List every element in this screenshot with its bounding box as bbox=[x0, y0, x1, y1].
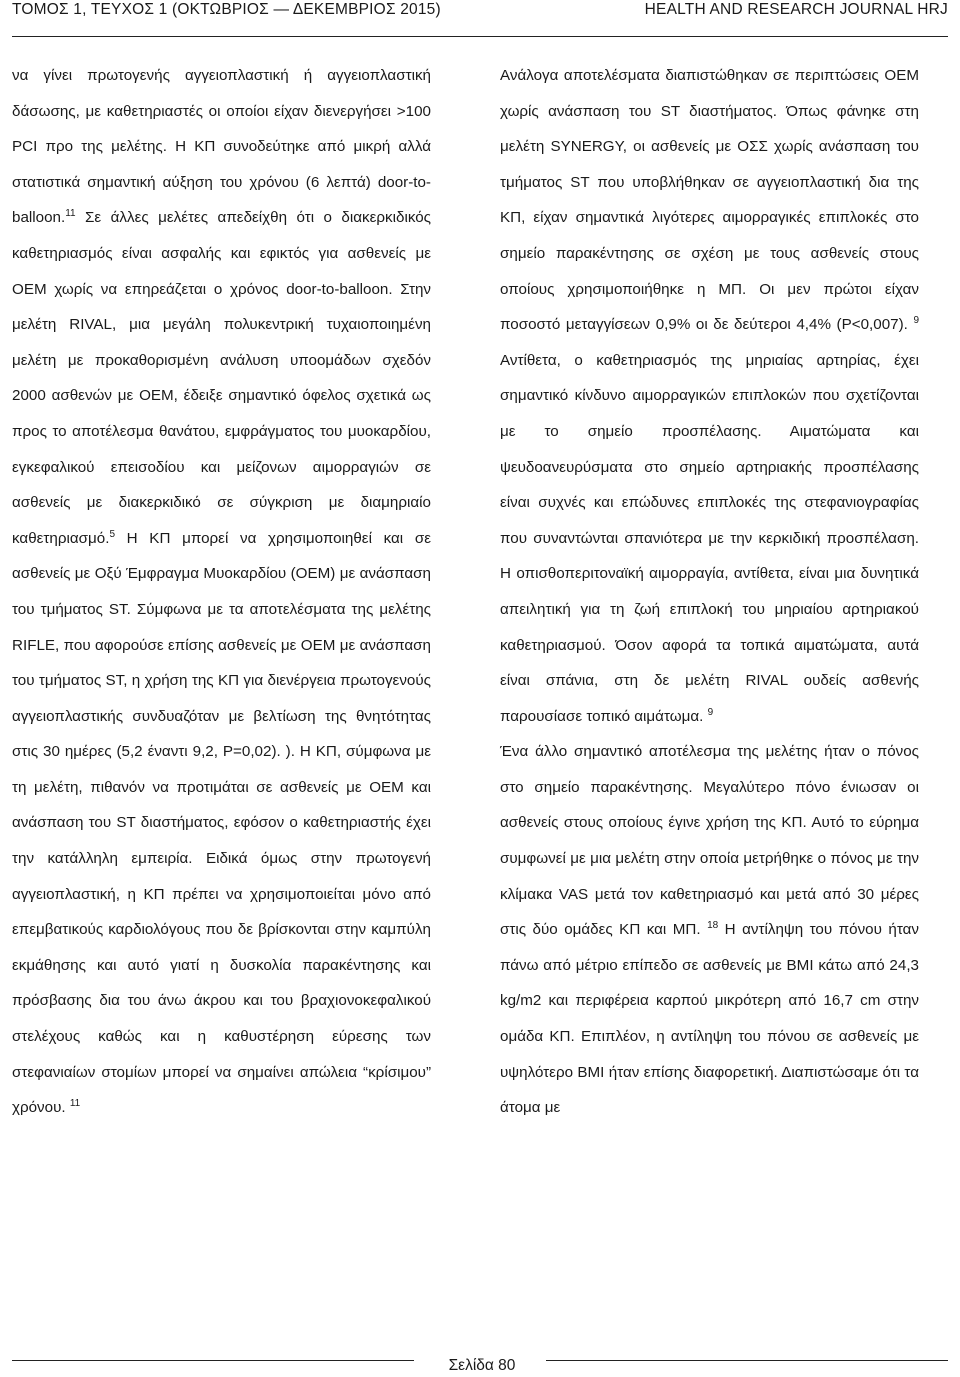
footer-rule-right bbox=[546, 1360, 948, 1361]
left-text-2: Σε άλλες μελέτες απεδείχθη ότι ο διακερκιδικός καθετηριασμός είναι ασφαλής και εφικτός για ασθενείς με ΟΕΜ χωρίς να επηρεάζεται ο χρόνος door-to-balloon. Στην μελέτη RIVAL, μια μεγάλη πολυκεντρική τυχαιοποιημένη μελέτη με προκαθορισμένη ανάλυση υποομάδων σχεδόν 2000 ασθενών με ΟΕΜ, έδειξε σημαντικό όφελος σχετικά ως προς το αποτέλεσμα θανάτου, εμφράγματος του μυοκαρδίου, εγκεφαλικού επεισοδίου και μείζονων αιμορραγιών σε ασθενείς με διακερκιδικό σε σύγκριση με διαμηριαίο καθετηριασμό. bbox=[12, 209, 431, 547]
citation-5: 5 bbox=[109, 528, 115, 540]
citation-9b: 9 bbox=[707, 706, 714, 718]
left-column bbox=[12, 58, 431, 1126]
page-number: Σελίδα 80 bbox=[419, 1355, 545, 1377]
citation-9a: 9 bbox=[913, 315, 919, 327]
right-column bbox=[500, 58, 919, 1126]
left-text-1: να γίνει πρωτογενής αγγειοπλαστική ή αγγειοπλαστική δάσωσης, με καθετηριαστές οι οποίοι είχαν διενεργήσει >100 PCI προ της μελέτης. Η ΚΠ συνοδεύτηκε από μικρή αλλά στατιστικά σημαντική αύξηση του χρόνου (6 λεπτά) door-to-balloon. bbox=[12, 67, 431, 227]
citation-11b: 11 bbox=[69, 1098, 81, 1110]
right-text-4: Η αντίληψη του πόνου ήταν πάνω από μέτριο επίπεδο σε ασθενείς με BMI κάτω από 24,3 kg/m2 και περιφέρεια καρπού μικρότερη από 16,7 cm στην ομάδα ΚΠ. Επιπλέον, η αντίληψη του πόνου σε ασθενείς με υψηλότερο BMI ήταν επίσης διαφορετική. Διαπιστώσαμε ότι τα άτομα με bbox=[500, 921, 919, 1117]
citation-11a: 11 bbox=[65, 208, 76, 220]
right-text-1: Ανάλογα αποτελέσματα διαπιστώθηκαν σε περιπτώσεις ΟΕΜ χωρίς ανάσπαση του ST διαστήματος. Όπως φάνηκε στη μελέτη SYNERGY, οι ασθενείς με ΟΣΣ χωρίς ανάσπαση του τμήματος ST που υποβλήθηκαν σε αγγειοπλαστική δια της ΚΠ, είχαν σημαντικά λιγότερες αιμορραγικές επιπλοκές στο σημείο παρακέντησης σε σχέση με τους ασθενείς στους οποίους χρησιμοποιήθηκε η ΜΠ. Οι μεν πρώτοι είχαν ποσοστό μεταγγίσεων 0,9% οι δε δεύτεροι 4,4% (P<0,007). bbox=[500, 67, 919, 334]
right-text-2: Αντίθετα, ο καθετηριασμός της μηριαίας αρτηρίας, έχει σημαντικό κίνδυνο αιμορραγικών επιπλοκών που σχετίζονται με το σημείο προσπέλασης. Αιματώματα και ψευδοανευρύσματα στο σημείο αρτηριακής προσπέλασης είναι συχνές και επώδυνες επιπλοκές της στεφανιογραφίας που συναντώνται σπανιότερα με την κερκιδική προσπέλαση. Η οπισθοπεριτοναϊκή αιμορραγία, αντίθετα, είναι μια δυνητικά απειλητική για τη ζωή επιπλοκή του μηριαίου αρτηριακού καθετηριασμού. Όσον αφορά τα τοπικά αιματώματα, αυτά είναι σπάνια, στη δε μελέτη RIVAL ουδείς ασθενής παρουσίασε τοπικό αιμάτωμα. bbox=[500, 351, 919, 725]
left-text-3: Η ΚΠ μπορεί να χρησιμοποιηθεί και σε ασθενείς με Οξύ Έμφραγμα Μυοκαρδίου (ΟΕΜ) με ανάσπαση του τμήματος ST. Σύμφωνα με τα αποτελέσματα της μελέτης RIFLE, που αφορούσε επίσης ασθενείς με ΟΕΜ με ανάσπαση του τμήματος ST, η χρήση της ΚΠ για διενέργεια πρωτογενούς αγγειοπλαστικής συνδυαζόταν με βελτίωση της θνητότητας στις 30 ημέρες (5,2 έναντι 9,2, P=0,02). ). Η ΚΠ, σύμφωνα με τη μελέτη, πιθανόν να προτιμάται σε ασθενείς με ΟΕΜ και ανάσπαση του ST διαστήματος, εφόσον ο καθετηριαστής έχει την κατάλληλη εμπειρία. Ειδικά όμως στην πρωτογενή αγγειοπλαστική, η ΚΠ πρέπει να χρησιμοποιείται μόνο από επεμβατικούς καρδιολόγους που δε βρίσκονται στην καμπύλη εκμάθησης και αυτό γιατί η δυσκολία παρακέντησης και πρόσβασης δια του άνω άκρου και του βραχιονοκεφαλικού στελέχους καθώς και η καθυστέρηση εύρεσης των στεφανιαίων στομίων μπορεί να σημαίνει απώλεια “κρίσιμου” χρόνου. bbox=[12, 529, 431, 1117]
citation-18: 18 bbox=[707, 920, 719, 932]
journal-issue: ΤΟΜΟΣ 1, ΤΕΥΧΟΣ 1 (ΟΚΤΩΒΡΙΟΣ — ΔΕΚΕΜΒΡΙΟΣ 2015) bbox=[12, 1, 441, 18]
right-paragraph-2 bbox=[500, 734, 919, 1126]
footer-rule-left bbox=[12, 1360, 414, 1361]
left-paragraph-1 bbox=[12, 58, 431, 1126]
running-header bbox=[12, 0, 948, 37]
journal-title: HEALTH AND RESEARCH JOURNAL HRJ bbox=[644, 1, 948, 18]
right-paragraph-1 bbox=[500, 58, 919, 734]
right-text-3: Ένα άλλο σημαντικό αποτέλεσμα της μελέτης ήταν ο πόνος στο σημείο παρακέντησης. Μεγαλύτερο πόνο ένιωσαν οι ασθενείς στους οποίους έγινε χρήση της ΚΠ. Αυτό το εύρημα συμφωνεί με μια μελέτη στην οποία μετρήθηκε ο πόνος με την κλίμακα VAS μετά τον καθετηριασμό και μετά από 30 μέρες στις δύο ομάδες ΚΠ και ΜΠ. bbox=[500, 743, 919, 939]
